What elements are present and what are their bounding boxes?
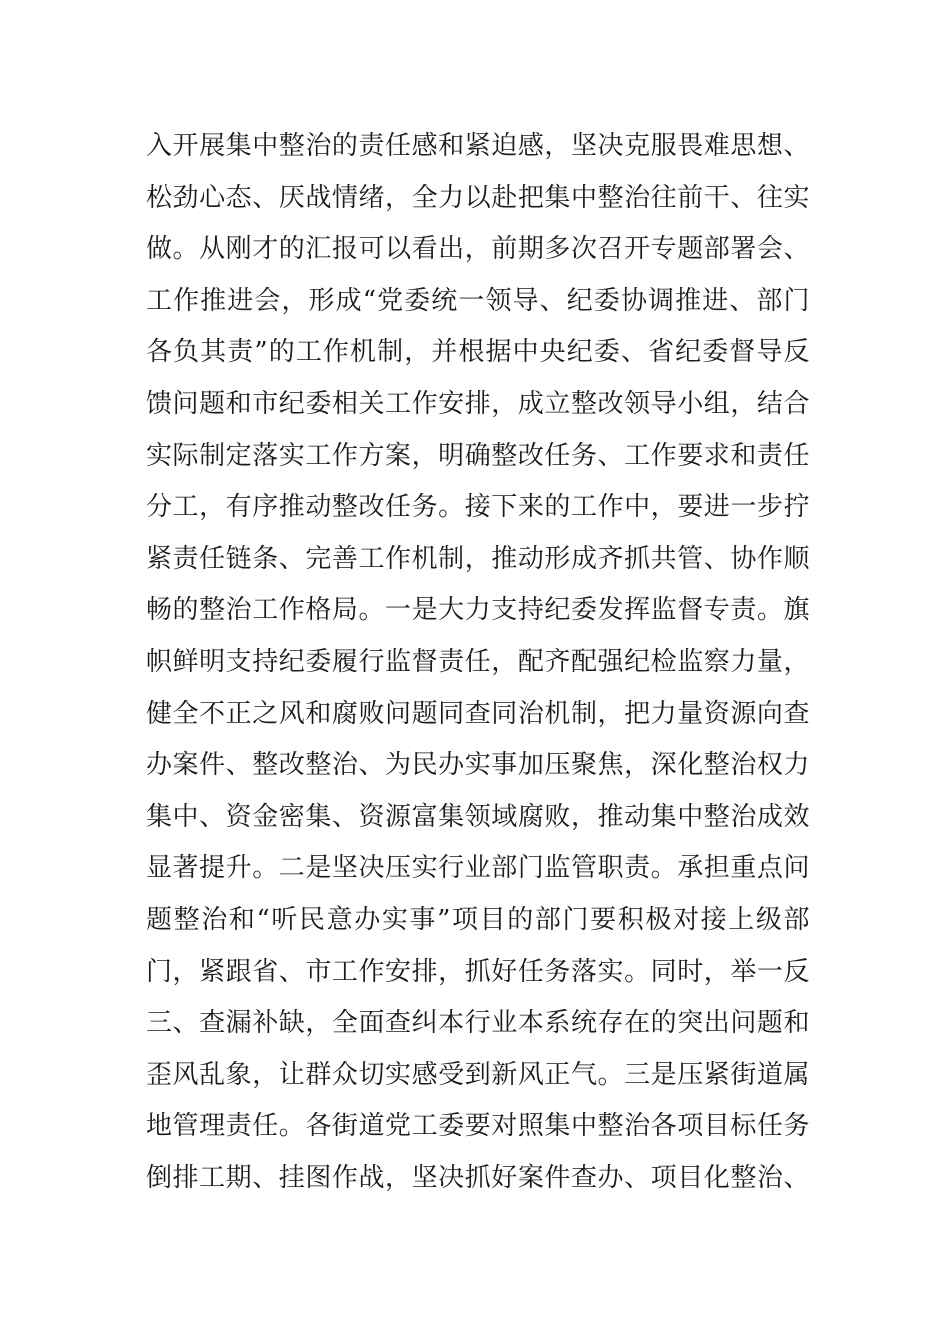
text-line: 题整治和“听民意办实事”项目的部门要积极对接上级部	[146, 904, 810, 935]
text-line: 各负其责”的工作机制，并根据中央纪委、省纪委督导反	[146, 337, 810, 368]
text-line: 倒排工期、挂图作战，坚决抓好案件查办、项目化整治、	[146, 1162, 810, 1193]
text-line: 三、查漏补缺，全面查纠本行业本系统存在的突出问题和	[146, 1008, 810, 1039]
body-paragraph	[146, 128, 810, 1211]
text-line: 工作推进会，形成“党委统一领导、纪委协调推进、部门	[146, 285, 810, 316]
text-line: 紧责任链条、完善工作机制，推动形成齐抓共管、协作顺	[146, 543, 810, 574]
text-line: 健全不正之风和腐败问题同查同治机制，把力量资源向查	[146, 698, 810, 729]
text-line: 地管理责任。各街道党工委要对照集中整治各项目标任务	[146, 1111, 810, 1142]
text-line: 实际制定落实工作方案，明确整改任务、工作要求和责任	[146, 440, 810, 471]
text-line: 分工，有序推动整改任务。接下来的工作中，要进一步拧	[146, 492, 810, 523]
text-line: 做。从刚才的汇报可以看出，前期多次召开专题部署会、	[146, 234, 810, 265]
text-line: 办案件、整改整治、为民办实事加压聚焦，深化整治权力	[146, 750, 810, 781]
text-line: 集中、资金密集、资源富集领域腐败，推动集中整治成效	[146, 801, 810, 832]
text-line: 帜鲜明支持纪委履行监督责任，配齐配强纪检监察力量，	[146, 646, 810, 677]
text-line: 门，紧跟省、市工作安排，抓好任务落实。同时，举一反	[146, 956, 810, 987]
text-line: 显著提升。二是坚决压实行业部门监管职责。承担重点问	[146, 853, 810, 884]
text-line: 馈问题和市纪委相关工作安排，成立整改领导小组，结合	[146, 388, 810, 419]
text-line: 入开展集中整治的责任感和紧迫感，坚决克服畏难思想、	[146, 131, 810, 161]
text-line: 畅的整治工作格局。一是大力支持纪委发挥监督专责。旗	[146, 595, 810, 626]
text-line: 松劲心态、厌战情绪，全力以赴把集中整治往前干、往实	[146, 182, 810, 213]
text-line: 歪风乱象，让群众切实感受到新风正气。三是压紧街道属	[146, 1059, 810, 1090]
